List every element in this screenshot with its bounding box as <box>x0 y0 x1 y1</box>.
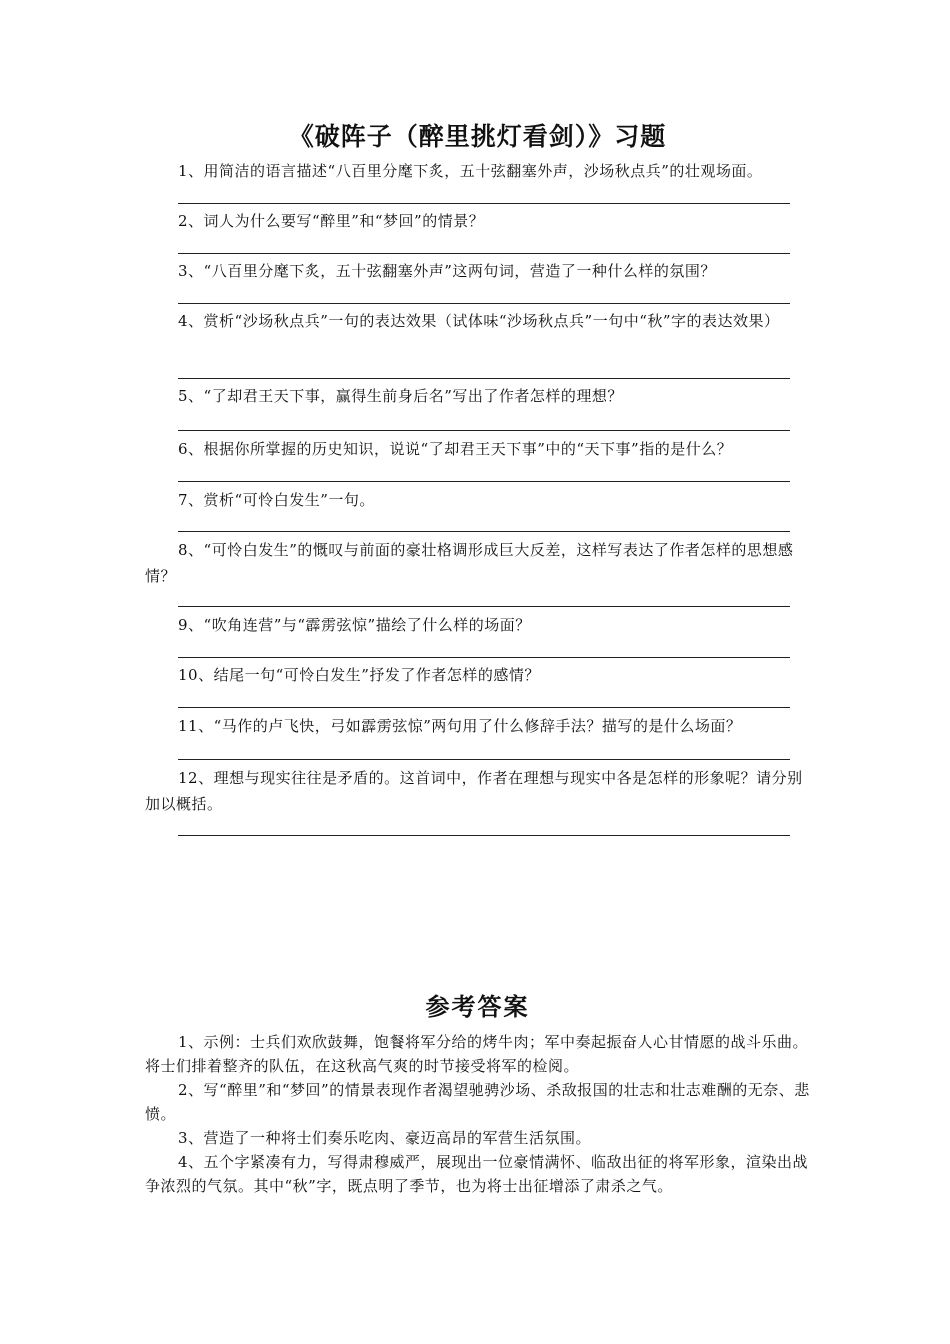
question-text: 4、赏析“沙场秋点兵”一句的表达效果（试体味“沙场秋点兵”一句中“秋”字的表达效果） <box>178 312 780 330</box>
question-item <box>145 158 810 184</box>
answer-line <box>178 481 790 482</box>
page-title: 《破阵子（醉里挑灯看剑）》习题 <box>288 122 667 151</box>
question-text: 3、“八百里分麾下炙，五十弦翻塞外声”这两句词，营造了一种什么样的氛围？ <box>178 262 716 280</box>
answer-item: 3、营造了一种将士们奏乐吃肉、豪迈高昂的军营生活氛围。 <box>178 1129 592 1147</box>
answer-line <box>178 203 790 204</box>
question-text: 11、“马作的卢飞快，弓如霹雳弦惊”两句用了什么修辞手法？描写的是什么场面？ <box>178 717 742 735</box>
question-item <box>145 662 810 688</box>
answer-line <box>178 835 790 836</box>
answer-line <box>178 253 790 254</box>
question-item <box>145 612 810 638</box>
question-text: 10、结尾一句“可怜白发生”抒发了作者怎样的感情？ <box>178 666 540 684</box>
answer-item: 4、五个字紧凑有力，写得肃穆威严，展现出一位豪情满怀、临敌出征的将军形象，渲染出战争浓烈的气氛。其中“秋”字，既点明了季节，也为将士出征增添了肃杀之气。 <box>145 1153 809 1195</box>
question-text: 1、用简洁的语言描述“八百里分麾下炙，五十弦翻塞外声，沙场秋点兵”的壮观场面。 <box>178 162 763 180</box>
answers-list <box>145 1030 810 1198</box>
answer-line <box>178 378 790 379</box>
question-text: 2、词人为什么要写“醉里”和“梦回”的情景？ <box>178 212 485 230</box>
answer-line <box>178 707 790 708</box>
answer-item: 2、写“醉里”和“梦回”的情景表现作者渴望驰骋沙场、杀敌报国的壮志和壮志难酬的无奈、悲愤。 <box>145 1081 810 1123</box>
answer-line <box>178 303 790 304</box>
question-item <box>145 436 810 462</box>
question-text: 5、“了却君王天下事，赢得生前身后名”写出了作者怎样的理想？ <box>178 387 623 405</box>
answer-line <box>178 430 790 431</box>
answer-line <box>178 531 790 532</box>
question-item <box>145 487 810 513</box>
question-text: 7、赏析“可怜白发生”一句。 <box>178 491 375 509</box>
question-item <box>145 765 810 817</box>
answers-title: 参考答案 <box>425 993 530 1021</box>
question-item <box>145 537 810 589</box>
question-item <box>145 713 810 739</box>
answer-line <box>178 657 790 658</box>
question-item <box>145 308 810 334</box>
question-item <box>145 208 810 234</box>
answer-item: 1、示例：士兵们欢欣鼓舞，饱餐将军分给的烤牛肉；军中奏起振奋人心甘情愿的战斗乐曲。将士们排着整齐的队伍，在这秋高气爽的时节接受将军的检阅。 <box>145 1033 809 1075</box>
question-text: 8、“可怜白发生”的慨叹与前面的豪壮格调形成巨大反差，这样写表达了作者怎样的思想感情？ <box>145 541 794 585</box>
question-text: 9、“吹角连营”与“霹雳弦惊”描绘了什么样的场面？ <box>178 616 531 634</box>
answer-line <box>178 606 790 607</box>
question-text: 6、根据你所掌握的历史知识，说说“了却君王天下事”中的“天下事”指的是什么？ <box>178 440 733 458</box>
question-item <box>145 258 810 284</box>
answer-line <box>178 759 790 760</box>
question-item <box>145 383 810 409</box>
question-text: 12、理想与现实往往是矛盾的。这首词中，作者在理想与现实中各是怎样的形象呢？请分别加以概括。 <box>145 769 803 813</box>
